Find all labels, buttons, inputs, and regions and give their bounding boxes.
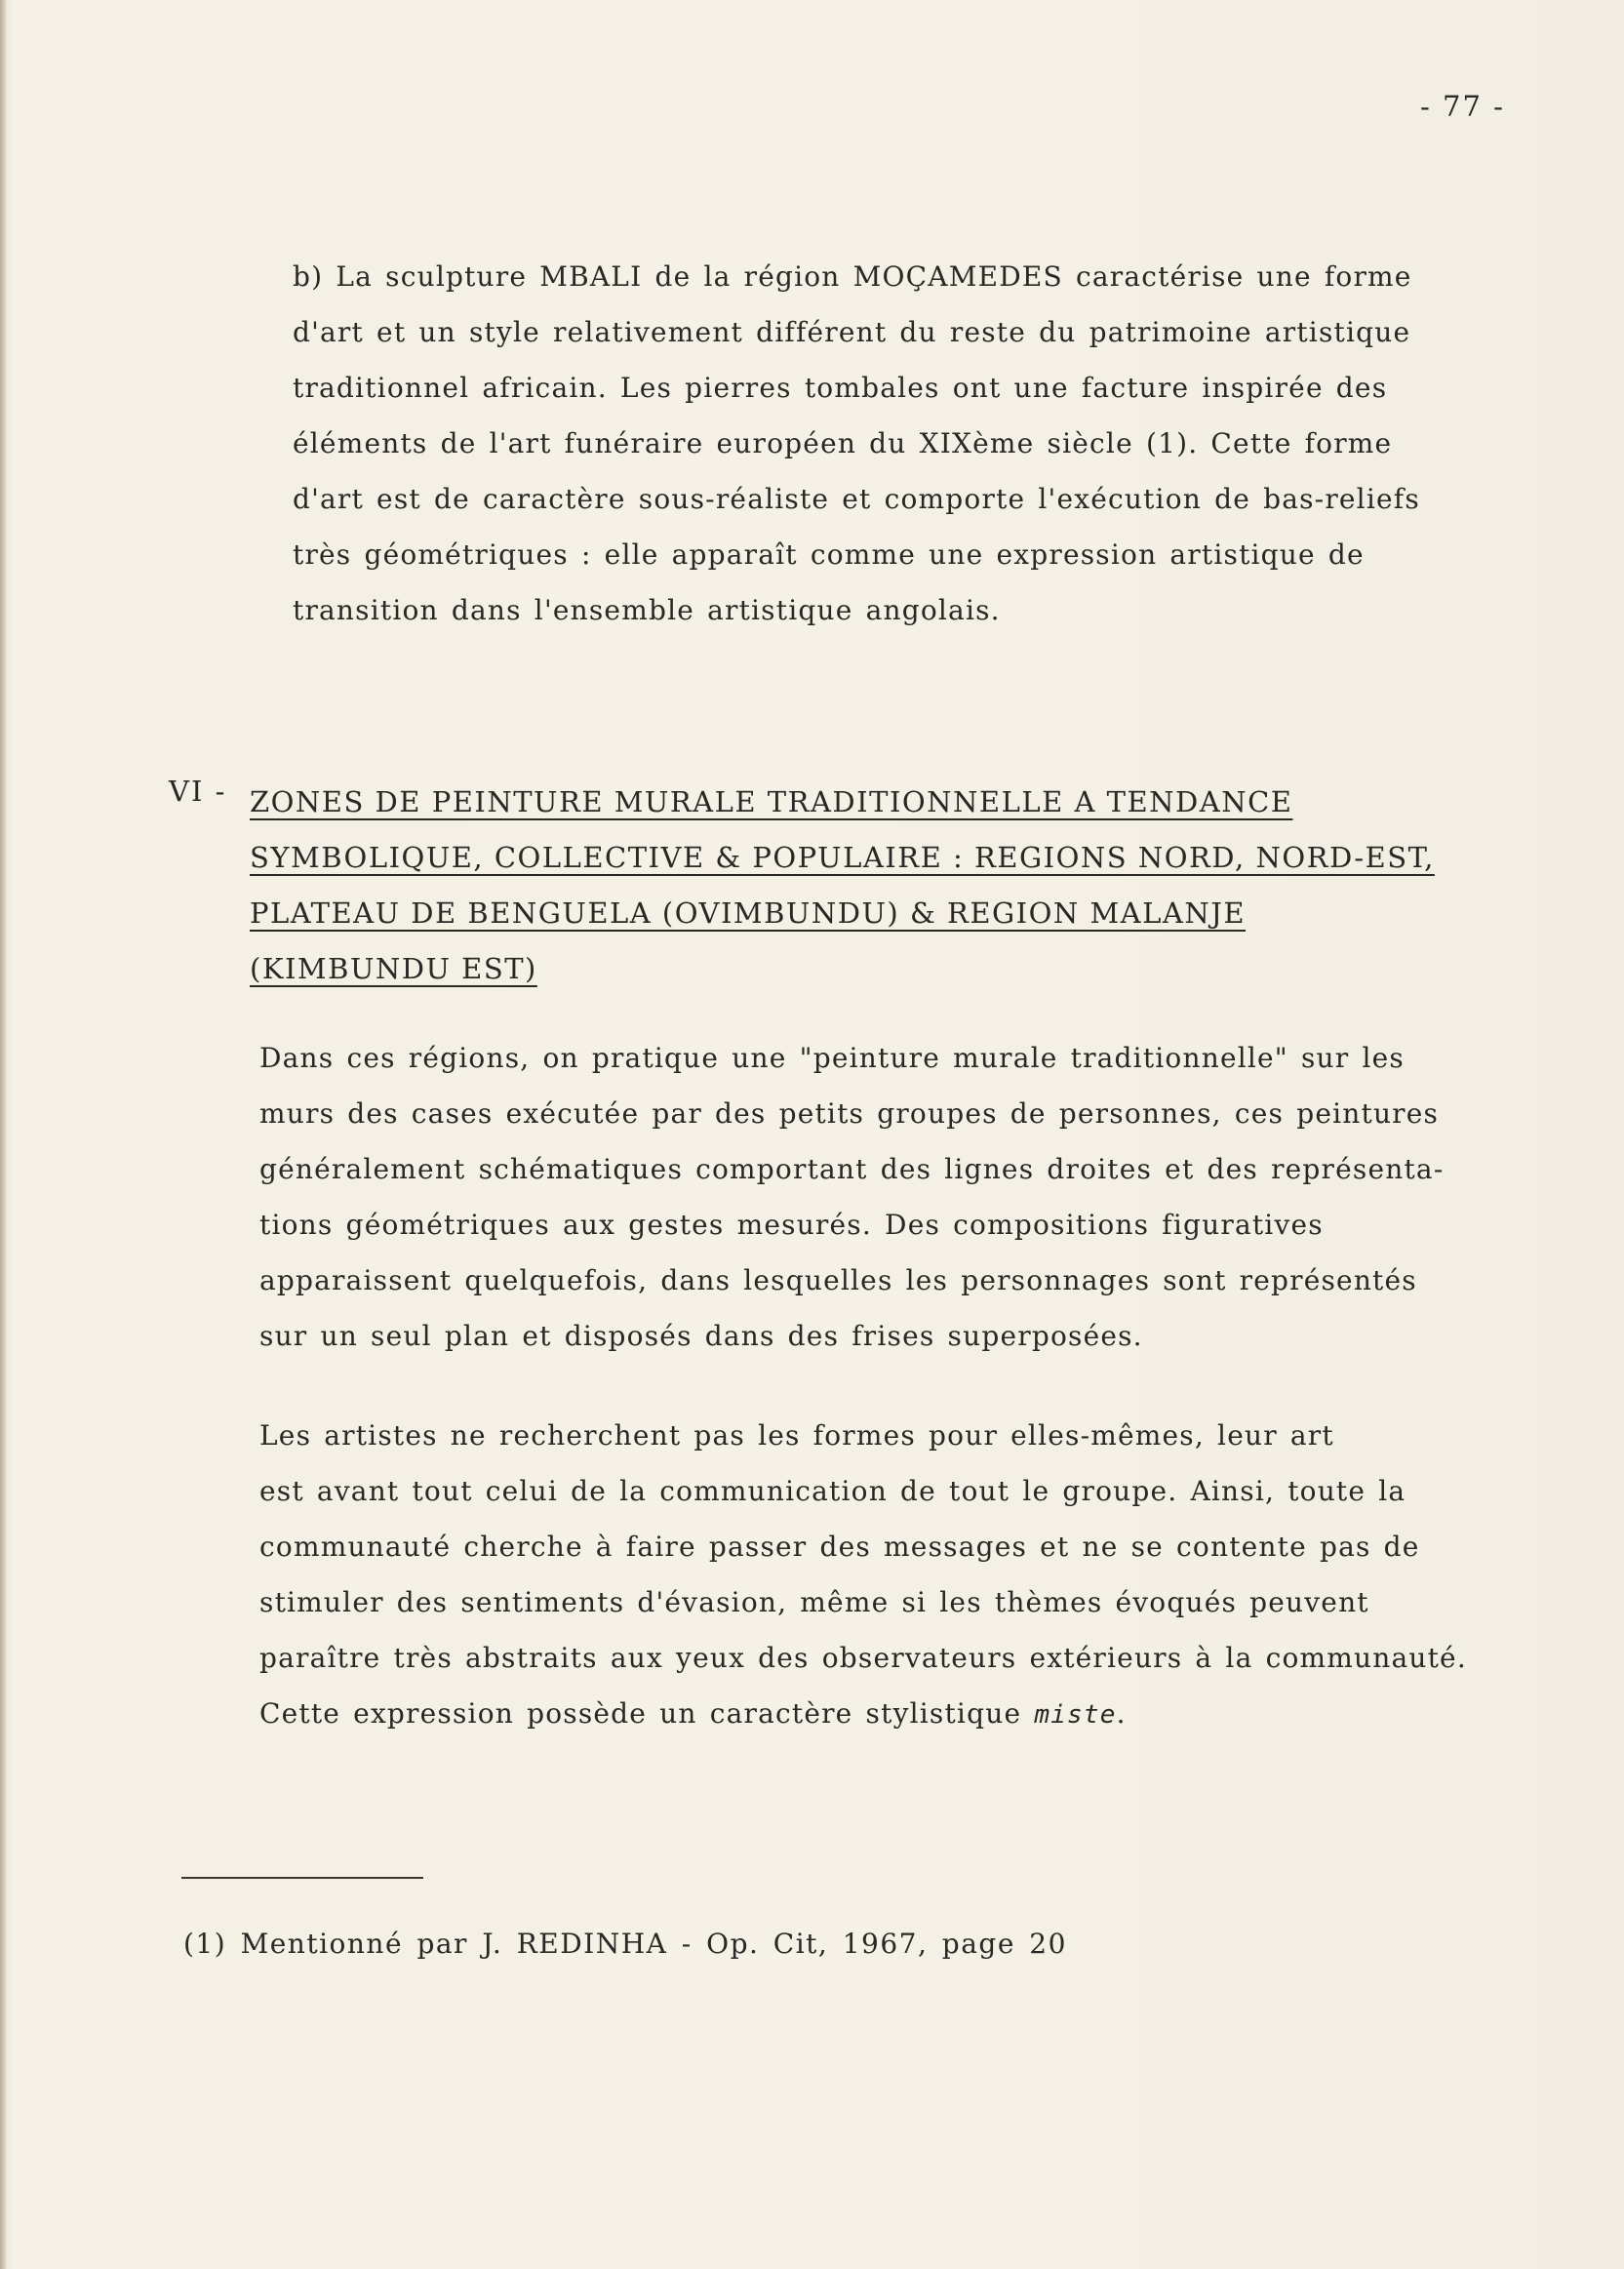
paragraph-artistes (259, 1408, 1566, 1743)
page-number: - 77 - (1420, 90, 1505, 123)
text-line: apparaissent quelquefois, dans lesquelles les personnages sont représentés (259, 1264, 1417, 1296)
text-line: est avant tout celui de la communication de tout le groupe. Ainsi, toute la (259, 1475, 1406, 1507)
text-line: éléments de l'art funéraire européen du XIXème siècle (1). Cette forme (293, 427, 1393, 459)
text-line: transition dans l'ensemble artistique angolais. (293, 594, 1001, 626)
footnote: (1) Mentionné par J. REDINHA - Op. Cit, 1967, page 20 (183, 1928, 1067, 1960)
text-line: Les artistes ne recherchent pas les formes pour elles-mêmes, leur art (259, 1419, 1334, 1452)
section-number: VI - (169, 775, 227, 808)
text-line: stimuler des sentiments d'évasion, même si les thèmes évoqués peuvent (259, 1586, 1369, 1618)
text-line: paraître très abstraits aux yeux des observateurs extérieurs à la communauté. (259, 1642, 1467, 1674)
heading-line: ZONES DE PEINTURE MURALE TRADITIONNELLE A TENDANCE (250, 785, 1293, 818)
text-line: généralement schématiques comportant des lignes droites et des représenta- (259, 1153, 1445, 1185)
heading-line: (KIMBUNDU EST) (250, 952, 537, 985)
heading-line: PLATEAU DE BENGUELA (OVIMBUNDU) & REGION MALANJE (250, 896, 1246, 930)
heading-line: SYMBOLIQUE, COLLECTIVE & POPULAIRE : REGIONS NORD, NORD-EST, (250, 841, 1435, 874)
text-line-last (259, 1686, 1566, 1743)
text-line: communauté cherche à faire passer des messages et ne se contente pas de (259, 1531, 1420, 1563)
footnote-divider (181, 1877, 423, 1879)
handwritten-word: miste (1034, 1700, 1117, 1730)
text-line: tions géométriques aux gestes mesurés. Des compositions figuratives (259, 1209, 1324, 1241)
last-line-text: Cette expression possède un caractère stylistique (259, 1697, 1022, 1730)
text-line: sur un seul plan et disposés dans des frises superposées. (259, 1320, 1143, 1352)
text-line: b) La sculpture MBALI de la région MOÇAMEDES caractérise une forme (293, 260, 1412, 293)
text-line: traditionnel africain. Les pierres tombales ont une facture inspirée des (293, 372, 1388, 404)
paragraph-peinture-murale (259, 1030, 1557, 1364)
last-line-end: . (1116, 1697, 1127, 1730)
text-line: murs des cases exécutée par des petits groupes de personnes, ces peintures (259, 1097, 1440, 1130)
section-heading (250, 775, 1557, 997)
paragraph-b-sculpture-mbali (293, 249, 1561, 638)
page-left-edge (0, 0, 6, 2269)
text-line: Dans ces régions, on pratique une "peinture murale traditionnelle" sur les (259, 1042, 1405, 1074)
text-line: très géométriques : elle apparaît comme une expression artistique de (293, 538, 1365, 571)
text-line: d'art est de caractère sous-réaliste et comporte l'exécution de bas-reliefs (293, 483, 1420, 515)
text-line: d'art et un style relativement différent du reste du patrimoine artistique (293, 316, 1411, 348)
